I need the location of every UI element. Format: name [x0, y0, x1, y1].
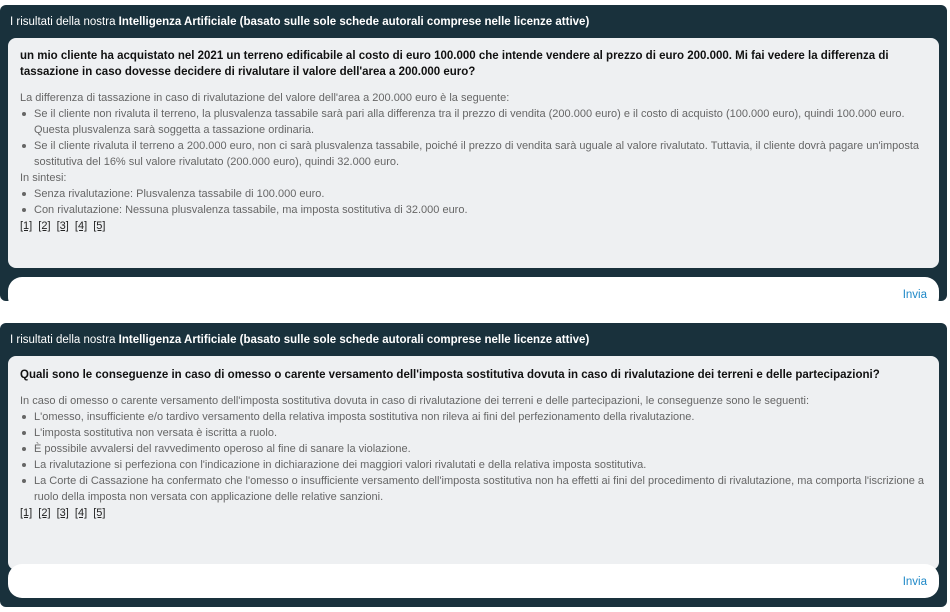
- ai-results-panel: [0, 5, 947, 301]
- header-prefix: I risultati della nostra: [10, 16, 119, 28]
- send-button[interactable]: Invia: [902, 576, 927, 588]
- answer-bullet: Se il cliente rivaluta il terreno a 200.000 euro, non ci sarà plusvalenza tassabile, poiché il prezzo di vendita sarà uguale al valore rivalutato. Tuttavia, il cliente dovrà pagare un'imposta sostitutiva del 16% sul valore rivalutato (200.000 euro), quindi 32.000 euro.: [20, 138, 927, 170]
- question-input-bar: [8, 277, 939, 301]
- ai-answer: [20, 393, 927, 521]
- answer-bullet: Se il cliente non rivaluta il terreno, la plusvalenza tassabile sarà pari alla differenza tra il prezzo di vendita (200.000 euro) e il costo di acquisto (100.000 euro), quindi 100.000 euro. Questa plusvalenza sarà soggetta a tassazione ordinaria.: [20, 106, 927, 138]
- reference-link-1[interactable]: [1]: [20, 220, 33, 232]
- reference-link-2[interactable]: [2]: [38, 507, 51, 519]
- reference-link-2[interactable]: [2]: [38, 220, 51, 232]
- answer-bullet: La Corte di Cassazione ha confermato che l'omesso o insufficiente versamento dell'imposta sostitutiva non ha effetti ai fini del procedimento di rivalutazione, ma comporta l'iscrizione a ruolo della imposta non versata con applicazione delle relative sanzioni.: [20, 473, 927, 505]
- answer-card: [8, 38, 939, 268]
- reference-link-5[interactable]: [5]: [93, 220, 106, 232]
- user-question: un mio cliente ha acquistato nel 2021 un terreno edificabile al costo di euro 100.000 che intende vendere al prezzo di euro 200.000. Mi fai vedere la differenza di tassazione in caso dovesse decidere di rivalutare il valore dell'area a 200.000 euro?: [20, 50, 889, 78]
- answer-card: [8, 356, 939, 570]
- header-bold: Intelligenza Artificiale (basato sulle sole schede autorali comprese nelle licenze attive): [118, 334, 590, 346]
- answer-bullets: [20, 106, 927, 170]
- send-button[interactable]: Invia: [902, 289, 927, 301]
- summary-bullet: Con rivalutazione: Nessuna plusvalenza tassabile, ma imposta sostitutiva di 32.000 euro.: [20, 202, 927, 218]
- answer-bullets: [20, 409, 927, 505]
- panel-header: [0, 5, 947, 38]
- ai-answer: [20, 90, 927, 234]
- reference-link-3[interactable]: [3]: [56, 220, 69, 232]
- answer-bullet: La rivalutazione si perfeziona con l'indicazione in dichiarazione dei maggiori valori rivalutati e della relativa imposta sostitutiva.: [20, 457, 927, 473]
- panel-header: [0, 323, 947, 356]
- reference-link-3[interactable]: [3]: [56, 507, 69, 519]
- ai-results-panel: [0, 323, 947, 607]
- answer-bullet: L'imposta sostitutiva non versata è iscritta a ruolo.: [20, 425, 927, 441]
- summary-label: In sintesi:: [20, 172, 67, 184]
- reference-link-1[interactable]: [1]: [20, 507, 33, 519]
- reference-link-5[interactable]: [5]: [93, 507, 106, 519]
- answer-intro: La differenza di tassazione in caso di rivalutazione del valore dell'area a 200.000 euro è la seguente:: [20, 92, 510, 104]
- header-prefix: I risultati della nostra: [10, 334, 119, 346]
- summary-bullet: Senza rivalutazione: Plusvalenza tassabile di 100.000 euro.: [20, 186, 927, 202]
- summary-bullets: [20, 186, 927, 218]
- answer-intro: In caso di omesso o carente versamento dell'imposta sostitutiva dovuta in caso di rivalutazione dei terreni e delle partecipazioni, le conseguenze sono le seguenti:: [20, 395, 810, 407]
- answer-bullet: L'omesso, insufficiente e/o tardivo versamento della relativa imposta sostitutiva non rileva ai fini del perfezionamento della rivalutazione.: [20, 409, 927, 425]
- reference-link-4[interactable]: [4]: [74, 507, 88, 519]
- user-question: Quali sono le conseguenze in caso di omesso o carente versamento dell'imposta sostitutiva dovuta in caso di rivalutazione dei terreni e delle partecipazioni?: [20, 369, 880, 381]
- question-input-bar: [8, 564, 939, 598]
- question-input[interactable]: [20, 287, 824, 301]
- reference-links: [20, 218, 927, 234]
- answer-bullet: È possibile avvalersi del ravvedimento operoso al fine di sanare la violazione.: [20, 441, 927, 457]
- question-input[interactable]: [20, 574, 824, 592]
- reference-link-4[interactable]: [4]: [74, 220, 88, 232]
- header-bold: Intelligenza Artificiale (basato sulle sole schede autorali comprese nelle licenze attive): [118, 16, 590, 28]
- reference-links: [20, 505, 927, 521]
